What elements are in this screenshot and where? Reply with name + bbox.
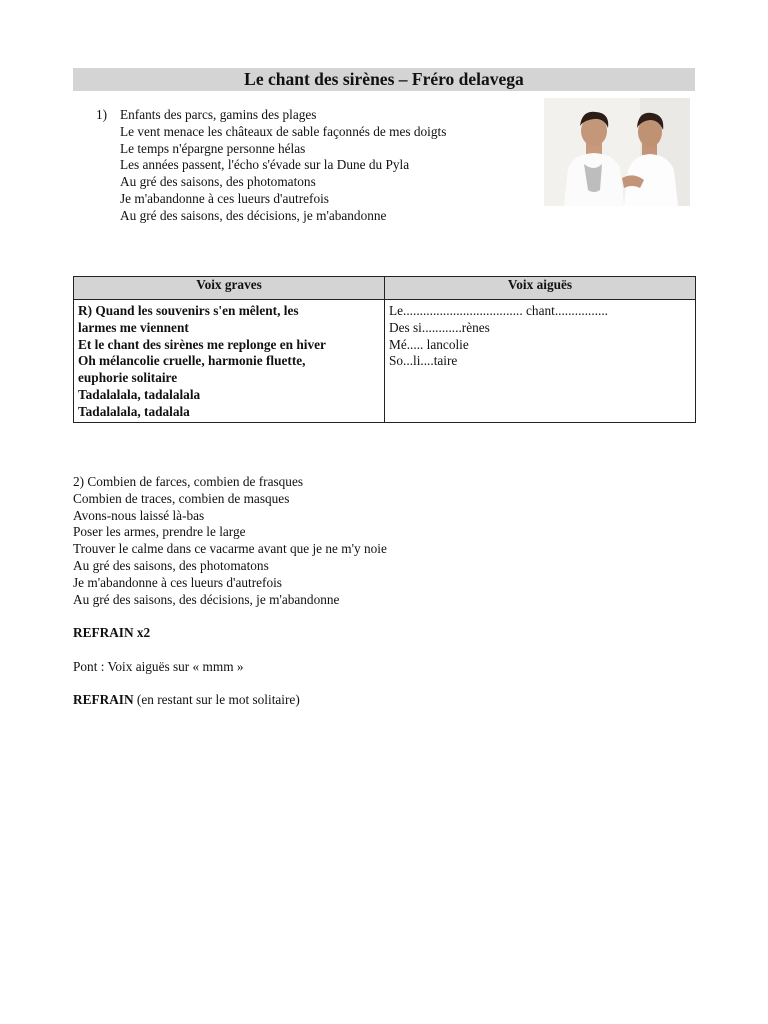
- final-refrain-note: (en restant sur le mot solitaire): [136, 692, 300, 707]
- lyric-line: Je m'abandonne à ces lueurs d'autrefois: [120, 190, 329, 206]
- lyric-line: Au gré des saisons, des photomatons: [73, 557, 269, 573]
- column-header-low-voices: Voix graves: [74, 277, 385, 300]
- lyric-line: Au gré des saisons, des décisions, je m'abandonne: [120, 207, 387, 223]
- verse-2: [73, 474, 387, 608]
- band-photo-image: [544, 98, 690, 206]
- verse-1-lines: [120, 107, 446, 225]
- fill-in-line: Des si............rènes: [389, 319, 490, 335]
- refrain-x2: [73, 625, 150, 642]
- lyric-line: Je m'abandonne à ces lueurs d'autrefois: [73, 574, 282, 590]
- lyric-line: Au gré des saisons, des décisions, je m'abandonne: [73, 591, 340, 607]
- chorus-line: euphorie solitaire: [78, 370, 178, 386]
- lyric-line: Poser les armes, prendre le large: [73, 524, 246, 540]
- chorus-line: larmes me viennent: [78, 319, 189, 335]
- column-header-high-voices: Voix aiguës: [385, 277, 696, 300]
- refrain-x2-label: REFRAIN x2: [73, 625, 151, 640]
- final-refrain-label: REFRAIN: [73, 692, 134, 707]
- fill-in-line: Le.................................... chant................: [389, 303, 609, 318]
- verse-1: [96, 107, 446, 225]
- lyric-line: Au gré des saisons, des photomatons: [120, 174, 316, 190]
- chorus-line: Oh mélancolie cruelle, harmonie fluette,: [78, 353, 306, 369]
- lyric-line: Enfants des parcs, gamins des plages: [120, 107, 317, 122]
- final-refrain: [73, 692, 300, 709]
- page-title: Le chant des sirènes – Fréro delavega: [73, 68, 695, 91]
- lyric-line: Le vent menace les châteaux de sable façonnés de mes doigts: [120, 123, 447, 139]
- lyric-line: Le temps n'épargne personne hélas: [120, 140, 306, 156]
- lyric-line: Combien de traces, combien de masques: [73, 490, 290, 506]
- high-voices-cell: [385, 300, 696, 423]
- fill-in-line: Mé..... lancolie: [389, 336, 469, 352]
- low-voices-cell: [74, 300, 385, 423]
- chorus-line: Tadalalala, tadalalala: [78, 386, 201, 402]
- chorus-line: Et le chant des sirènes me replonge en hiver: [78, 336, 326, 352]
- bridge-instruction: Pont : Voix aiguës sur « mmm »: [73, 659, 244, 674]
- lyric-line: Trouver le calme dans ce vacarme avant que je ne m'y noie: [73, 541, 387, 557]
- chorus-line: Tadalalala, tadalala: [78, 403, 190, 419]
- chorus-table: [73, 276, 696, 423]
- lyric-line: Les années passent, l'écho s'évade sur la Dune du Pyla: [120, 157, 410, 173]
- lyric-line: 2) Combien de farces, combien de frasques: [73, 474, 304, 489]
- band-photo: [544, 98, 690, 206]
- lyric-line: Avons-nous laissé là-bas: [73, 507, 205, 523]
- chorus-line: R) Quand les souvenirs s'en mêlent, les: [78, 303, 299, 318]
- verse-number: 1): [96, 107, 108, 122]
- fill-in-line: So...li....taire: [389, 353, 458, 369]
